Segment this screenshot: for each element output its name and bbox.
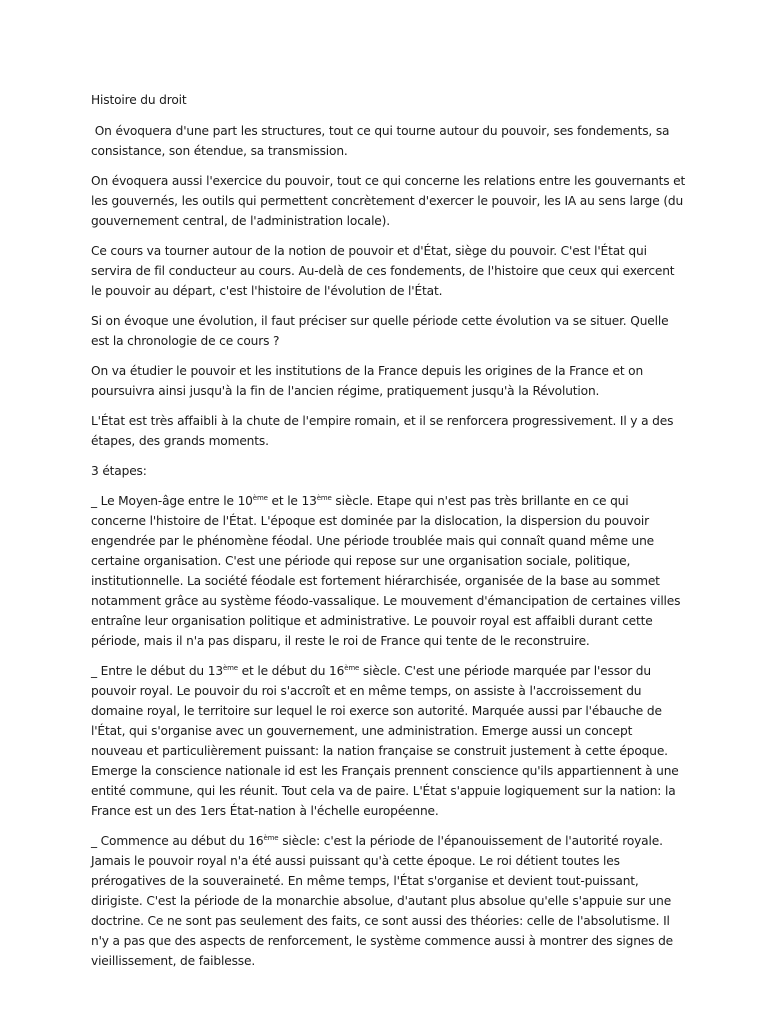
- paragraph: Ce cours va tourner autour de la notion de pouvoir et d'État, siège du pouvoir. C'est l'État qui servira de fil conducteur au cours. Au-delà de ces fondements, de l'histoire que ceux qui exercent le pouvoir au départ, c'est l'histoire de l'évolution de l'État.: [91, 244, 675, 298]
- superscript: ème: [316, 494, 332, 502]
- paragraph: On évoquera aussi l'exercice du pouvoir, tout ce qui concerne les relations entre les gouvernants et les gouvernés, les outils qui permettent concrètement d'exercer le pouvoir, les IA au sens large (du gouvernement central, de l'administration locale).: [91, 174, 686, 228]
- step-text: et le début du 16: [237, 664, 345, 678]
- paragraph: On va étudier le pouvoir et les institutions de la France depuis les origines de la France et on poursuivra ainsi jusqu'à la fin de l'ancien régime, pratiquement jusqu'à la Révolution.: [91, 364, 644, 398]
- step-text: _ Entre le début du 13: [91, 664, 223, 678]
- document-body: [91, 90, 687, 981]
- step-text: et le 13: [267, 494, 317, 508]
- step-text: siècle. C'est une période marquée par l'essor du pouvoir royal. Le pouvoir du roi s'accroît et en même temps, on assiste à l'accroissement du domaine royal, le territoire sur lequel le roi exerce son autorité. Marquée aussi par l'ébauche de l'État, qui s'organise avec un gouvernement, une administration. Emerge aussi un concept nouveau et particulièrement puissant: la nation française se construit justement à cette époque. Emerge la conscience nationale id est les Français prennent conscience qu'ils appartiennent à une entité commune, qui les réunit. Tout cela va de paire. L'État s'appuie logiquement sur la nation: la France est un des 1ers État-nation à l'échelle européenne.: [91, 664, 679, 818]
- step-paragraph-2: [91, 661, 687, 821]
- superscript: ème: [252, 494, 268, 502]
- paragraph: Si on évoque une évolution, il faut préciser sur quelle période cette évolution va se situer. Quelle est la chronologie de ce cours ?: [91, 314, 669, 348]
- paragraph: On évoquera d'une part les structures, tout ce qui tourne autour du pouvoir, ses fondements, sa consistance, son étendue, sa transmission.: [91, 124, 674, 158]
- paragraph: 3 étapes:: [91, 464, 147, 478]
- document-title: Histoire du droit: [91, 93, 187, 107]
- step-text: _ Commence au début du 16: [91, 834, 264, 848]
- paragraph: L'État est très affaibli à la chute de l'empire romain, et il se renforcera progressivement. Il y a des étapes, des grands moments.: [91, 414, 674, 448]
- step-paragraph-3: [91, 831, 687, 971]
- superscript: ème: [263, 834, 279, 842]
- step-text: siècle: c'est la période de l'épanouissement de l'autorité royale. Jamais le pouvoir royal n'a été aussi puissant qu'à cette époque. Le roi détient toutes les prérogatives de la souveraineté. En même temps, l'État s'organise et devient tout-puissant, dirigiste. C'est la période de la monarchie absolue, d'autant plus absolue qu'elle s'appuie sur une doctrine. Ce ne sont pas seulement des faits, ce sont aussi des théories: celle de l'absolutisme. Il n'y a pas que des aspects de renforcement, le système commence aussi à montrer des signes de vieillissement, de faiblesse.: [91, 834, 674, 968]
- step-paragraph-1: [91, 491, 687, 651]
- step-text: _ Le Moyen-âge entre le 10: [91, 494, 253, 508]
- superscript: ème: [222, 664, 238, 672]
- step-text: siècle. Etape qui n'est pas très brillante en ce qui concerne l'histoire de l'État. L'époque est dominée par la dislocation, la dispersion du pouvoir engendrée par le phénomène féodal. Une période troublée mais qui connaît quand même une certaine organisation. C'est une période qui repose sur une organisation sociale, politique, institutionnelle. La société féodale est fortement hiérarchisée, organisée de la base au sommet notamment grâce au système féodo-vassalique. Le mouvement d'émancipation de certaines villes entraîne leur organisation politique et administrative. Le pouvoir royal est affaibli durant cette période, mais il n'a pas disparu, il reste le roi de France qui tente de le reconstruire.: [91, 494, 681, 648]
- superscript: ème: [344, 664, 360, 672]
